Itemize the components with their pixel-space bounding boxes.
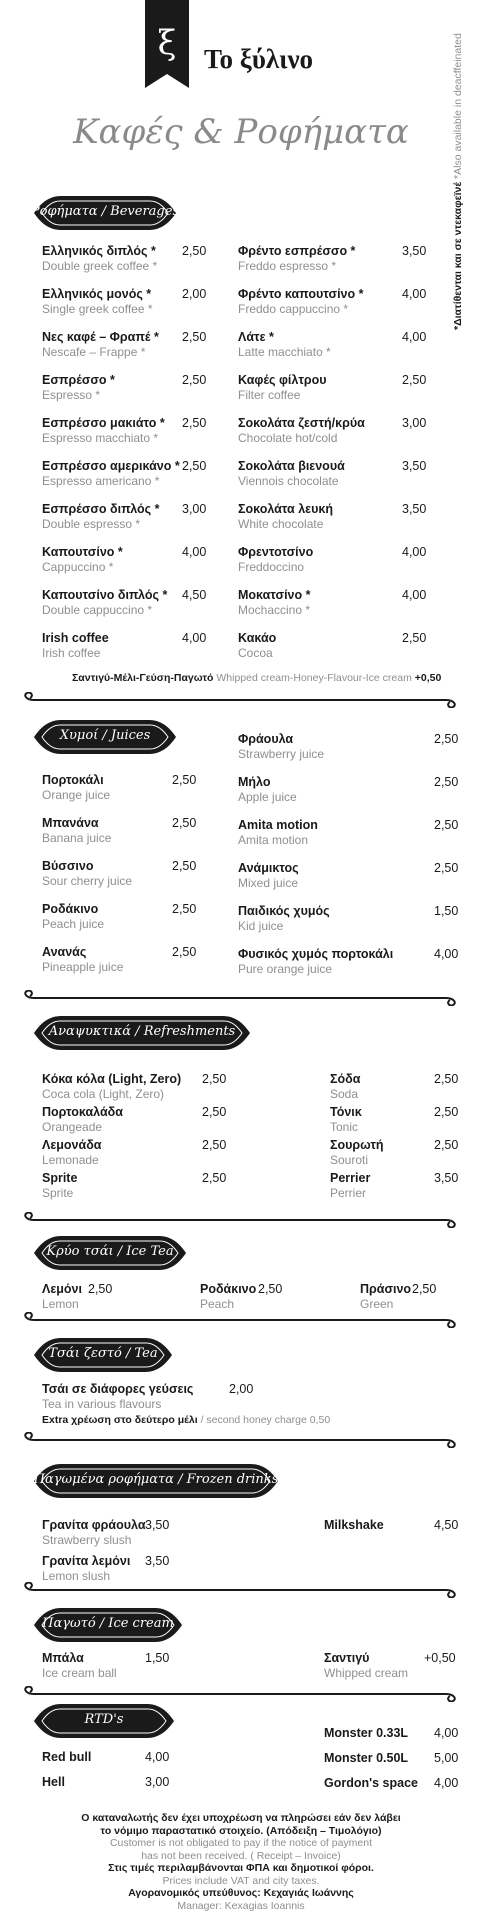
item-price: 4,50 [434,1518,459,1532]
section-heading-beverages-text: Ροφήματα / Beverages [30,204,180,219]
item-name-en: Soda [330,1087,359,1101]
menu-item [360,1282,411,1311]
menu-item [42,631,109,660]
item-name-gr: Τσάι σε διάφορες γεύσεις [42,1382,194,1396]
extras-price: +0,50 [414,672,442,684]
menu-item [324,1751,408,1766]
section-divider [20,692,460,708]
item-price: 3,50 [434,1171,459,1185]
menu-item [42,902,104,931]
menu-item [42,816,111,845]
item-price: 5,00 [434,1751,459,1765]
item-price: 4,50 [182,588,207,602]
item-name-gr: Irish coffee [42,631,109,645]
item-price: 2,50 [434,818,459,832]
item-name-gr: Εσπρέσσο αμερικάνο * [42,459,180,473]
item-name-en: Lemonade [42,1153,99,1167]
section-heading-ice-tea [30,1232,190,1274]
item-price: 2,50 [434,861,459,875]
menu-item [42,1382,193,1411]
item-price: 2,50 [202,1072,227,1086]
menu-item [324,1518,384,1533]
item-name-en: Filter coffee [238,388,301,402]
menu-item [42,1554,130,1583]
section-heading-ice-cream [30,1604,186,1646]
item-name-gr: Σοκολάτα ζεστή/κρύα [238,416,365,430]
item-name-en: Coca cola (Light, Zero) [42,1087,165,1101]
item-name-gr: Ροδάκινο [42,902,99,916]
item-price: 2,50 [172,816,197,830]
section-heading-juices-text: Χυμοί / Juices [59,728,151,743]
item-name-gr: Ροδάκινο [200,1282,257,1296]
menu-item [42,545,123,574]
footer-line: το νόμιμο παραστατικό στοιχείο. (Απόδειξη – Τιμολόγιο) [100,1824,382,1837]
item-name-gr: Ανάμικτος [238,861,299,875]
section-divider [20,1582,460,1598]
item-price: 1,50 [434,904,459,918]
menu-item [238,502,333,531]
footer-notice [0,1812,482,1912]
item-price: 2,50 [434,775,459,789]
menu-item [42,859,132,888]
menu-item [238,588,310,617]
honey-note: Extra χρέωση στο δεύτερο μέλι / second honey charge 0,50 [42,1414,331,1426]
item-name-gr: Καπουτσίνο * [42,545,123,559]
menu-item [238,330,331,359]
item-name-en: Ice cream ball [42,1666,117,1680]
item-price: 2,50 [182,330,207,344]
section-heading-beverages [30,192,180,234]
item-name-gr: Φυσικός χυμός πορτοκάλι [238,947,394,961]
item-name-en: Pure orange juice [238,962,333,976]
item-name-en: Orange juice [42,788,111,802]
item-name-gr: Ελληνικός διπλός * [42,244,156,258]
item-price: 4,00 [182,545,207,559]
page-title: Καφές & Ροφήματα [73,112,409,152]
menu-item [42,1282,82,1311]
item-name-en: White chocolate [238,517,324,531]
item-name-gr: Λεμόνι [42,1282,82,1296]
item-name-en: Amita motion [238,833,309,847]
menu-item [42,330,159,359]
item-name-en: Pineapple juice [42,960,124,974]
item-name-gr: Monster 0.50L [324,1751,409,1765]
section-heading-refreshments-text: Αναψυκτικά / Refreshments [48,1024,236,1039]
extras-en: Whipped cream-Honey-Flavour-Ice cream [216,672,412,684]
item-name-en: Double greek coffee * [42,259,158,273]
item-name-en: Strawberry slush [42,1533,132,1547]
item-name-gr: Παιδικός χυμός [238,904,330,918]
menu-item [42,1750,91,1765]
menu-item [42,1072,181,1101]
item-name-en: Souroti [330,1153,369,1167]
item-name-en: Mixed juice [238,876,299,890]
item-name-en: Viennois chocolate [238,474,339,488]
menu-item [324,1651,408,1680]
item-price: 1,50 [145,1651,170,1665]
item-name-en: Chocolate hot/cold [238,431,338,445]
item-name-gr: Μπάλα [42,1651,84,1665]
item-name-en: Peach juice [42,917,105,931]
section-divider [20,1312,460,1328]
item-name-gr: Σόδα [330,1072,361,1086]
item-name-en: Double espresso * [42,517,141,531]
section-heading-refreshments [30,1012,254,1054]
item-price: 4,00 [434,1776,459,1790]
item-name-gr: Τόνικ [330,1105,362,1119]
menu-item [42,416,165,445]
item-name-en: Freddo cappuccino * [238,302,349,316]
item-name-en: Perrier [330,1186,367,1200]
menu-item [238,545,313,574]
section-heading-ice-tea-text: Κρύο τσάι / Ice Tea [46,1244,174,1259]
menu-item [238,947,393,976]
item-name-en: Lemon [42,1297,79,1311]
menu-item [330,1171,370,1200]
item-name-en: Cocoa [238,646,273,660]
section-heading-juices [30,716,180,758]
item-name-en: Green [360,1297,394,1311]
item-price: 3,00 [402,416,427,430]
item-name-gr: Βύσσινο [42,859,94,873]
menu-item [42,287,153,316]
item-name-gr: Καφές φίλτρου [238,373,327,387]
item-name-en: Orangeade [42,1120,103,1134]
item-price: 2,50 [434,1105,459,1119]
item-name-gr: Κόκα κόλα (Light, Zero) [42,1072,182,1086]
item-price: 4,00 [402,545,427,559]
logo-flag [145,0,189,88]
item-name-en: Nescafe – Frappe * [42,345,146,359]
item-name-gr: Λεμονάδα [42,1138,102,1152]
item-name-gr: Amita motion [238,818,318,832]
item-price: +0,50 [424,1651,456,1665]
item-price: 2,50 [202,1138,227,1152]
section-heading-tea [30,1334,176,1376]
section-heading-frozen-text: Παγωμένα ροφήματα / Frozen drinks [33,1472,279,1487]
menu-item [42,773,110,802]
item-price: 3,00 [145,1775,170,1789]
item-name-gr: Sprite [42,1171,78,1185]
footer-line: has not been received. ( Receipt – Invoice) [141,1849,341,1862]
item-name-gr: Φρέντο καπουτσίνο * [238,287,364,301]
section-divider [20,1432,460,1448]
item-name-en: Peach [200,1297,235,1311]
section-heading-rtd-text: RTD's [84,1712,124,1727]
item-name-gr: Πορτοκαλάδα [42,1105,123,1119]
item-name-gr: Μήλο [238,775,271,789]
item-name-en: Banana juice [42,831,112,845]
menu-item [238,861,299,890]
item-name-gr: Φρεντοτσίνο [238,545,314,559]
item-name-gr: Καπουτσίνο διπλός * [42,588,168,602]
footer-line: Ο καταναλωτής δεν έχει υποχρέωση να πληρώσει εάν δεν λάβει [81,1812,401,1824]
footer-line: Στις τιμές περιλαμβάνονται ΦΠΑ και δημοτικοί φόροι. [108,1862,374,1874]
menu-item [324,1726,408,1741]
item-name-gr: Perrier [330,1171,371,1185]
section-heading-tea-text: Τσάι ζεστό / Tea [48,1346,158,1361]
item-name-gr: Γρανίτα φράουλα [42,1518,146,1532]
menu-item [42,1651,117,1680]
item-name-gr: Milkshake [324,1518,384,1532]
menu-item [42,945,123,974]
item-price: 3,50 [402,244,427,258]
menu-item [238,732,324,761]
item-price: 4,00 [182,631,207,645]
item-name-en: Tea in various flavours [42,1397,162,1411]
item-name-gr: Σαντιγύ [324,1651,370,1665]
item-name-gr: Gordon's space [324,1776,418,1790]
item-price: 3,50 [402,459,427,473]
menu-item [42,1138,101,1167]
item-name-gr: Πορτοκάλι [42,773,104,787]
item-name-gr: Φράουλα [238,732,294,746]
item-name-en: Sprite [42,1186,74,1200]
footer-line: Customer is not obligated to pay if the notice of payment [109,1837,373,1849]
menu-item [238,244,355,273]
item-name-en: Double cappuccino * [42,603,153,617]
menu-item [42,244,157,273]
item-price: 2,50 [202,1105,227,1119]
item-price: 2,50 [172,902,197,916]
item-name-en: Strawberry juice [238,747,325,761]
menu-item [238,631,276,660]
item-price: 2,50 [172,945,197,959]
menu-item [200,1282,256,1311]
item-name-gr: Hell [42,1775,65,1789]
item-name-gr: Εσπρέσσο μακιάτο * [42,416,165,430]
item-price: 4,00 [402,588,427,602]
decaf-side-note: *Διατίθενται και σε ντεκαφεϊνέ *Also available in deacffeinated [452,33,464,330]
item-price: 3,00 [182,502,207,516]
menu-item [238,818,318,847]
item-name-gr: Λάτε * [238,330,274,344]
item-name-gr: Red bull [42,1750,92,1764]
item-price: 2,50 [172,773,197,787]
item-price: 2,00 [182,287,207,301]
menu-item [330,1105,362,1134]
item-price: 4,00 [434,947,459,961]
item-name-en: Cappuccino * [42,560,114,574]
menu-item [42,588,167,617]
item-name-en: Sour cherry juice [42,874,133,888]
item-name-gr: Μοκατσίνο * [238,588,311,602]
item-name-gr: Ανανάς [42,945,87,959]
item-price: 2,50 [412,1282,437,1296]
item-price: 4,00 [402,287,427,301]
menu-item [324,1776,418,1791]
menu-item [238,416,365,445]
brand-name: Το ξύλινο [204,44,314,74]
item-name-en: Lemon slush [42,1569,111,1583]
item-name-gr: Σοκολάτα βιενουά [238,459,345,473]
menu-item [42,1775,65,1790]
section-heading-rtd [30,1700,178,1742]
item-price: 2,50 [202,1171,227,1185]
item-name-en: Freddoccino [238,560,305,574]
item-name-en: Tonic [330,1120,359,1134]
item-price: 2,50 [182,416,207,430]
item-name-en: Espresso * [42,388,101,402]
menu-item [42,459,180,488]
item-price: 2,50 [182,459,207,473]
item-price: 2,50 [182,373,207,387]
item-name-en: Freddo espresso * [238,259,337,273]
menu-item [42,1171,77,1200]
item-name-gr: Φρέντο εσπρέσσο * [238,244,356,258]
menu-item [330,1138,384,1167]
extras-note [72,672,441,684]
menu-item [42,373,115,402]
item-name-gr: Μπανάνα [42,816,99,830]
item-name-gr: Εσπρέσσο διπλός * [42,502,160,516]
item-name-gr: Πράσινο [360,1282,412,1296]
item-price: 2,50 [434,1138,459,1152]
item-name-gr: Monster 0.33L [324,1726,409,1740]
menu-item [238,904,330,933]
item-name-en: Espresso macchiato * [42,431,159,445]
item-price: 4,00 [402,330,427,344]
item-price: 2,50 [402,373,427,387]
item-price: 2,50 [258,1282,283,1296]
item-price: 2,50 [172,859,197,873]
menu-item [42,1518,146,1547]
menu-item [238,287,363,316]
menu-item [238,459,345,488]
section-heading-frozen [30,1460,282,1502]
item-name-gr: Εσπρέσσο * [42,373,115,387]
section-heading-ice-cream-text: Παγωτό / Ice cream [42,1616,174,1631]
item-price: 3,50 [145,1518,170,1532]
item-name-en: Whipped cream [324,1666,409,1680]
item-price: 2,50 [434,732,459,746]
item-price: 4,00 [145,1750,170,1764]
menu-item [238,373,327,402]
item-name-en: Mochaccino * [238,603,311,617]
item-name-gr: Σουρωτή [330,1138,384,1152]
item-price: 2,50 [434,1072,459,1086]
extras-gr: Σαντιγύ-Μέλι-Γεύση-Παγωτό [72,672,214,684]
item-name-en: Apple juice [238,790,297,804]
menu-item [42,1105,123,1134]
item-name-en: Kid juice [238,919,284,933]
menu-item [42,502,159,531]
item-price: 2,00 [229,1382,254,1396]
item-name-gr: Γρανίτα λεμόνι [42,1554,131,1568]
item-name-en: Irish coffee [42,646,101,660]
item-name-gr: Σοκολάτα λευκή [238,502,333,516]
item-name-gr: Κακάο [238,631,277,645]
item-price: 2,50 [88,1282,113,1296]
item-name-en: Single greek coffee * [42,302,153,316]
menu-item [238,775,297,804]
item-price: 2,50 [402,631,427,645]
item-price: 3,50 [402,502,427,516]
item-name-gr: Νες καφέ – Φραπέ * [42,330,159,344]
item-price: 2,50 [182,244,207,258]
item-name-en: Latte macchiato * [238,345,331,359]
footer-line: Prices include VAT and city taxes. [162,1874,320,1887]
menu-item [330,1072,360,1101]
section-divider [20,1212,460,1228]
item-name-gr: Ελληνικός μονός * [42,287,152,301]
footer-line: Manager: Kexagias Ioannis [177,1899,305,1912]
item-price: 4,00 [434,1726,459,1740]
section-divider [20,990,460,1006]
logo-glyph: ξ [157,23,177,63]
footer-line: Αγορανομικός υπεύθυνος: Κεχαγιάς Ιωάννης [128,1887,354,1899]
item-price: 3,50 [145,1554,170,1568]
item-name-en: Espresso americano * [42,474,160,488]
